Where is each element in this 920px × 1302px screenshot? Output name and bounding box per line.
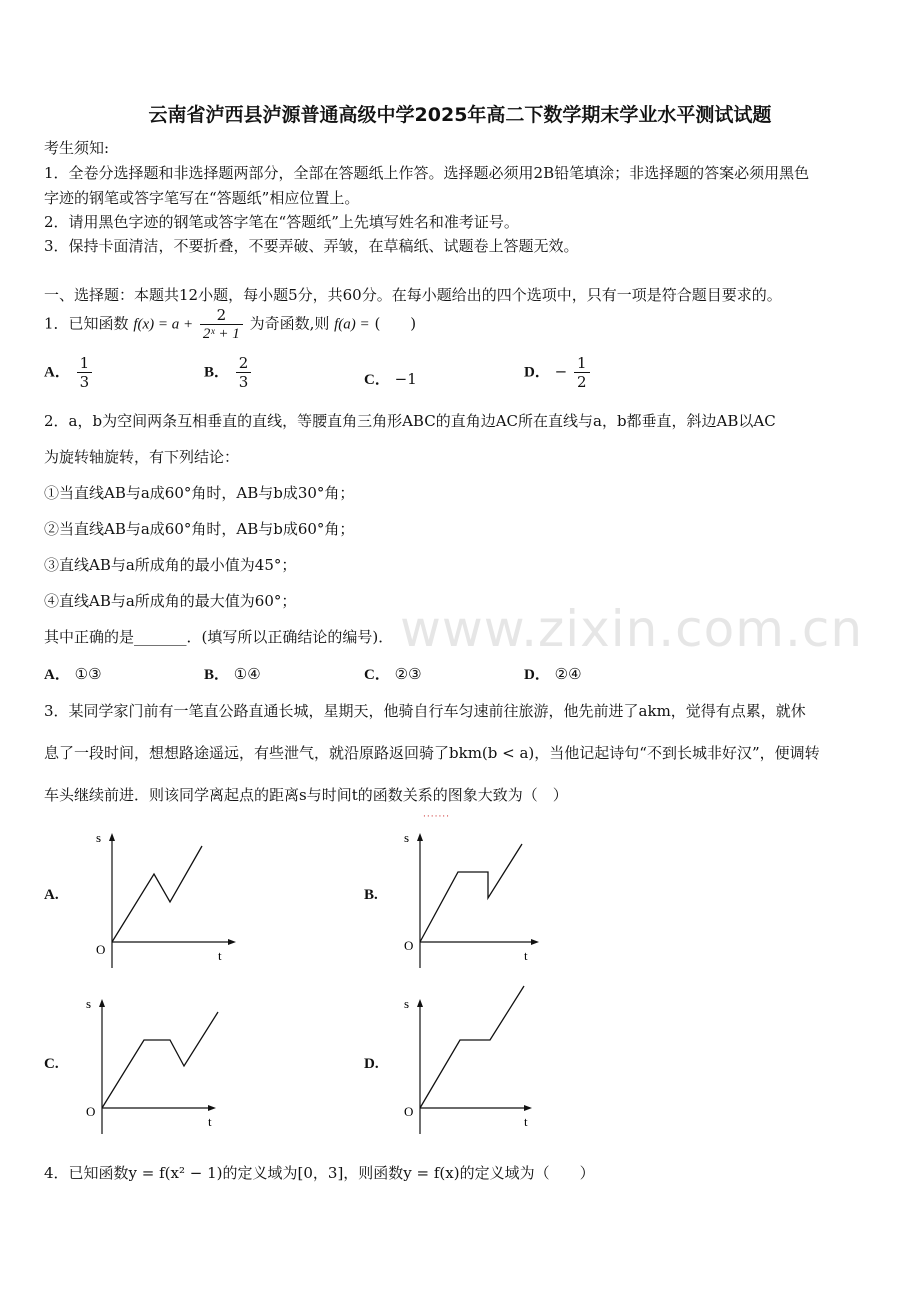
option-label: C． <box>364 372 390 388</box>
q2-statement: ①当直线AB与a成60°角时，AB与b成30°角； <box>44 484 355 502</box>
frac-num: 1 <box>77 354 93 373</box>
graph-a <box>92 830 242 970</box>
question-3-line3: 车头继续前进．则该同学离起点的距离s与时间t的函数关系的图象大致为（ ） <box>44 786 568 804</box>
question-3-line2: 息了一段时间，想想路途遥远，有些泄气，就沿原路返回骑了bkm(b < a)，当他记起诗句“不到长城非好汉”，便调转 <box>44 744 820 762</box>
y-axis-label: s <box>404 996 410 1011</box>
graph-curve <box>112 846 202 942</box>
frac-den: 2 <box>576 373 587 391</box>
x-axis-label: t <box>524 1114 528 1129</box>
option-text: ①③ <box>74 665 102 683</box>
question-1 <box>44 306 416 343</box>
graph-d <box>400 996 550 1136</box>
origin-label: O <box>86 1104 96 1119</box>
origin-label: O <box>404 1104 414 1119</box>
option-label: C． <box>364 667 390 683</box>
graph-c-label[interactable]: C. <box>44 1056 59 1072</box>
option-label: A． <box>44 364 70 381</box>
x-arrow-icon <box>524 1105 532 1111</box>
question-2-line1: 2．a，b为空间两条互相垂直的直线，等腰直角三角形ABC的直角边AC所在直线与a，b都垂直，斜边AB以AC <box>44 412 776 430</box>
q2-option-b[interactable] <box>204 663 261 684</box>
option-text: ①④ <box>233 665 261 683</box>
y-arrow-icon <box>109 833 115 841</box>
x-axis-label: t <box>524 948 528 963</box>
frac-den: 3 <box>238 373 249 391</box>
watermark: www.zixin.com.cn <box>400 600 864 658</box>
q2-option-d[interactable] <box>524 663 582 684</box>
q1-mid: 为奇函数,则 <box>249 314 330 333</box>
y-arrow-icon <box>417 833 423 841</box>
notice-heading: 考生须知: <box>44 139 110 157</box>
page-title: 云南省泸西县泸源普通高级中学2025年高二下数学期末学业水平测试试题 <box>148 104 772 126</box>
graph-b-label[interactable]: B. <box>364 887 378 903</box>
option-label: D． <box>524 364 550 381</box>
option-sign: − <box>554 362 568 381</box>
q2-statement: ④直线AB与a所成角的最大值为60°； <box>44 592 297 610</box>
graph-b <box>400 830 550 970</box>
y-axis-label: s <box>86 996 92 1011</box>
x-arrow-icon <box>531 939 539 945</box>
q2-statement: ③直线AB与a所成角的最小值为45°； <box>44 556 297 574</box>
option-label: D． <box>524 667 550 683</box>
section-heading: 一、选择题：本题共12小题，每小题5分，共60分。在每小题给出的四个选项中，只有一项是符合题目要求的。 <box>44 286 782 304</box>
option-fraction <box>574 354 590 391</box>
question-3-line1: 3．某同学家门前有一笔直公路直通长城，星期天，他骑自行车匀速前往旅游，他先前进了akm，觉得有点累，就休 <box>44 702 806 720</box>
option-text: ②④ <box>554 665 582 683</box>
q1-option-c[interactable] <box>364 368 417 389</box>
option-label: B． <box>204 667 230 683</box>
x-axis-label: t <box>218 948 222 963</box>
graph-curve <box>420 986 524 1108</box>
notice-item: 1．全卷分选择题和非选择题两部分，全部在答题纸上作答。选择题必须用2B铅笔填涂；非选择题的答案必须用黑色 <box>44 164 810 182</box>
y-axis-label: s <box>404 830 410 845</box>
notice-item: 字迹的钢笔或答字笔写在“答题纸”相应位置上。 <box>44 189 360 207</box>
option-label: A． <box>44 667 70 683</box>
q1-function: f(x) = a + <box>133 316 194 333</box>
q2-ask: 其中正确的是_______．(填写所以正确结论的编号)． <box>44 628 394 646</box>
y-arrow-icon <box>99 999 105 1007</box>
option-text: −1 <box>394 370 417 388</box>
q1-frac-num: 2 <box>200 306 243 325</box>
graph-c <box>82 996 232 1136</box>
question-4: 4．已知函数y = f(x² − 1)的定义域为[0，3]，则函数y = f(x)的定义域为（ ） <box>44 1164 595 1182</box>
graph-d-label[interactable]: D. <box>364 1056 379 1072</box>
red-dots-mark: ······· <box>423 812 451 822</box>
q1-ask: f(a) = <box>334 316 370 333</box>
q1-option-b[interactable] <box>204 354 253 391</box>
notice-item: 3．保持卡面清洁，不要折叠，不要弄破、弄皱，在草稿纸、试题卷上答题无效。 <box>44 237 579 255</box>
question-2-line2: 为旋转轴旋转，有下列结论： <box>44 448 240 466</box>
q2-option-c[interactable] <box>364 663 422 684</box>
graph-curve <box>102 1012 218 1108</box>
q1-fraction <box>200 306 243 343</box>
q1-option-d[interactable] <box>524 354 592 391</box>
q1-option-a[interactable] <box>44 354 94 391</box>
x-axis-label: t <box>208 1114 212 1129</box>
option-text: ②③ <box>394 665 422 683</box>
origin-label: O <box>96 942 106 957</box>
notice-item: 2．请用黑色字迹的钢笔或答字笔在“答题纸”上先填写姓名和准考证号。 <box>44 213 519 231</box>
q1-tail: ( ) <box>374 314 417 333</box>
y-arrow-icon <box>417 999 423 1007</box>
x-arrow-icon <box>228 939 236 945</box>
frac-den: 3 <box>79 373 90 391</box>
q2-option-a[interactable] <box>44 663 102 684</box>
graph-curve <box>420 844 522 942</box>
frac-num: 2 <box>236 354 252 373</box>
option-fraction <box>77 354 93 391</box>
q2-statement: ②当直线AB与a成60°角时，AB与b成60°角； <box>44 520 355 538</box>
origin-label: O <box>404 938 414 953</box>
graph-a-label[interactable]: A. <box>44 887 59 903</box>
frac-num: 1 <box>574 354 590 373</box>
y-axis-label: s <box>96 830 102 845</box>
option-fraction <box>236 354 252 391</box>
q1-frac-den: 2ˣ + 1 <box>202 326 240 342</box>
x-arrow-icon <box>208 1105 216 1111</box>
option-label: B． <box>204 364 230 381</box>
q1-prefix: 1．已知函数 <box>44 314 129 333</box>
